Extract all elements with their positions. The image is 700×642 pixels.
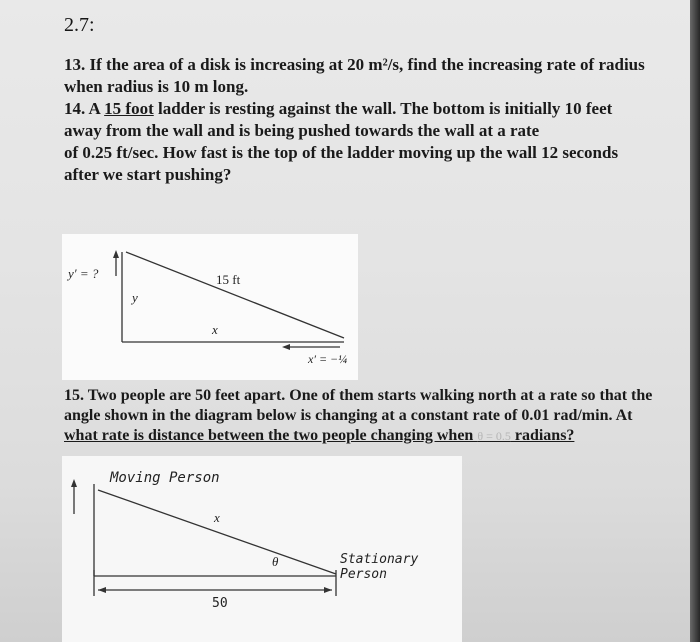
problem-14-line1 [64, 98, 684, 120]
problem-14-line2: away from the wall and is being pushed towards the wall at a rate [64, 121, 540, 140]
problem-14-underlined: 15 foot [104, 99, 154, 118]
problem-15 [64, 386, 694, 446]
problem-14-line4: after we start pushing? [64, 165, 232, 184]
problem-14-line3: of 0.25 ft/sec. How fast is the top of the ladder moving up the wall 12 seconds [64, 143, 619, 162]
y-label: y [132, 290, 138, 305]
walking-diagram [62, 456, 462, 642]
theta-label: θ [272, 554, 279, 569]
problem-13-line1: 13. If the area of a disk is increasing at 20 m²/s, find the increasing rate of radius [64, 55, 645, 74]
distance-x-label: x [214, 510, 220, 525]
problem-14-prefix: 14. A [64, 99, 105, 118]
moving-person-label: Moving Person [110, 470, 220, 486]
problem-15-line3 [64, 426, 694, 446]
y-prime-label: y′ = ? [68, 266, 99, 281]
x-label: x [212, 322, 218, 337]
base-distance-label: 50 [212, 596, 228, 611]
problem-15-line2: angle shown in the diagram below is changing at a constant rate of 0.01 rad/min. At [64, 407, 633, 424]
stationary-person-label: Stationary Person [340, 552, 419, 582]
problem-15-line3b: radians? [510, 427, 575, 444]
screen-bezel [690, 0, 700, 642]
problem-14 [64, 98, 684, 186]
problem-15-faded-theta: θ = 0.5 [477, 429, 511, 443]
section-heading: 2.7: [64, 14, 95, 36]
x-prime-label: x′ = −¼ [308, 352, 348, 366]
problem-13 [64, 54, 684, 98]
problem-15-line1: 15. Two people are 50 feet apart. One of them starts walking north at a rate so that the [64, 387, 653, 404]
hypotenuse-label: 15 ft [216, 272, 241, 287]
problem-13-line2: when radius is 10 m long. [64, 77, 249, 96]
problem-14-line1-rest: ladder is resting against the wall. The bottom is initially 10 feet [153, 99, 613, 118]
problem-15-line3a: what rate is distance between the two people changing when [64, 427, 478, 444]
ladder-diagram [62, 234, 358, 380]
